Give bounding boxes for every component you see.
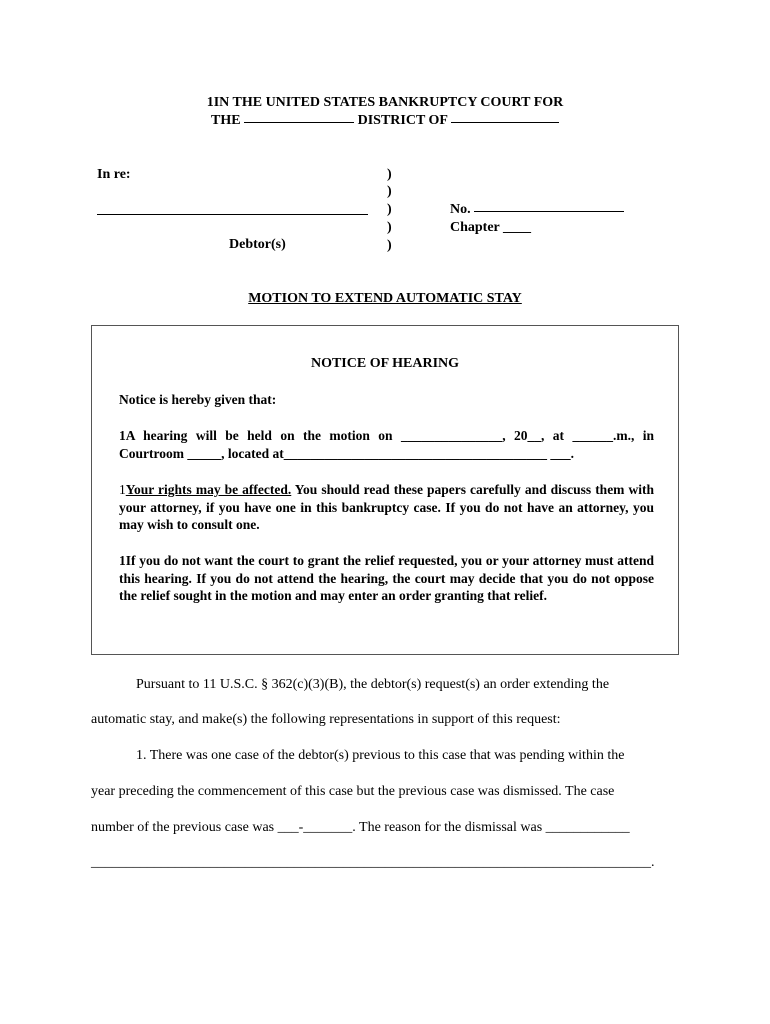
notice-intro: Notice is hereby given that: [119,392,277,407]
paren-4: ) [387,220,392,235]
body-p2-line2: year preceding the commencement of this case but the previous case was dismissed. The case [91,784,615,799]
body-p2-line3: number of the previous case was ___-_______. The reason for the dismissal was ____________ [91,820,630,835]
paren-5: ) [387,238,392,253]
hearing-paragraph: 1A hearing will be held on the motion on _______________, 20__, at ______.m., in Courtroom _____, located at_______________________________________ ___. [119,428,654,461]
rights-underlined: Your rights may be affected. [125,482,292,497]
chapter-blank: ____ [503,220,532,235]
relief-paragraph: 1If you do not want the court to grant the relief requested, you or your attorney must attend this hearing. If you do not attend the hearing, the court may decide that you do not oppose the relief sought in the motion and may enter an order granting that relief. [119,553,654,603]
case-number-blank [474,211,624,212]
body-p1-line2: automatic stay, and make(s) the following representations in support of this request: [91,712,561,727]
rights-prefix: 1 [119,482,126,497]
debtor-name-line [97,214,368,215]
court-heading-line1: 1IN THE UNITED STATES BANKRUPTCY COURT FOR [206,95,564,110]
chapter-field [450,220,531,236]
chapter-label: Chapter [450,220,500,235]
district-name-blank [244,122,354,123]
motion-title-text: MOTION TO EXTEND AUTOMATIC STAY [248,291,522,306]
the-label: THE [211,113,241,128]
body-p1-line1: Pursuant to 11 U.S.C. § 362(c)(3)(B), the debtor(s) request(s) an order extending the [136,677,610,692]
district-blank [451,122,559,123]
case-number-field [450,202,624,218]
rights-paragraph [119,481,654,534]
paren-1: ) [387,167,392,182]
court-heading-line2 [0,113,770,129]
notice-heading: NOTICE OF HEARING [310,356,460,371]
body-p2-line1: 1. There was one case of the debtor(s) previous to this case that was pending within the [136,748,625,763]
paren-3: ) [387,202,392,217]
debtor-label: Debtor(s) [229,237,286,252]
district-of-label: DISTRICT OF [357,113,448,128]
in-re-label: In re: [97,167,131,182]
paren-2: ) [387,184,392,199]
motion-title [0,291,770,307]
body-p2-line4: ________________________________________________________________________________. [91,855,655,870]
rights-rest: You should read these papers carefully and discuss them with your attorney, if you have one in this bankruptcy case. If you do not have an attorney, you may wish to consult one. [119,482,654,532]
case-number-label: No. [450,202,471,217]
